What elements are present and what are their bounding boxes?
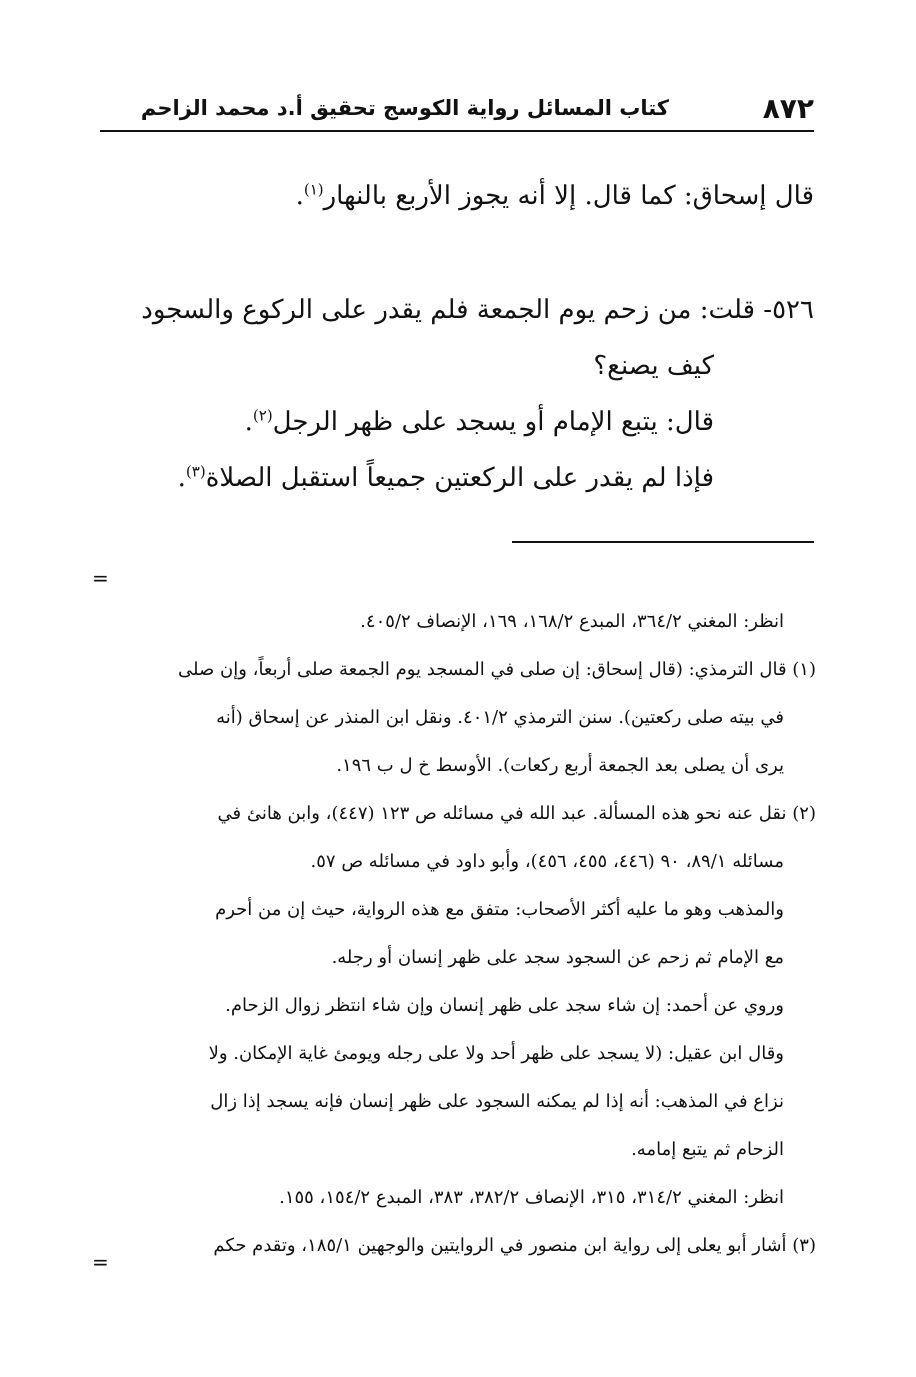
footnotes-section [100,598,816,1270]
issue-question-line1: ٥٢٦- قلت: من زحم يوم الجمعة فلم يقدر على الركوع والسجود [141,295,814,325]
page-number: ٨٧٢ [762,92,814,125]
opening-line-end: . [295,181,304,211]
footnote-line: (١) قال الترمذي: (قال إسحاق: إن صلى في المسجد يوم الجمعة صلى أربعاً، وإن صلى [178,659,816,680]
continuation-mark-bottom: = [92,1250,109,1274]
issue-question-line2: كيف يصنع؟ [593,351,714,381]
answer2-end: . [177,463,186,493]
footnote-separator [512,541,814,543]
footnote-ref-2: (٢) [252,406,273,425]
footnote-ref-3: (٣) [185,462,206,481]
footnote-line: الزحام ثم يتبع إمامه. [631,1139,784,1160]
footnote-ref-1: (١) [303,180,324,199]
footnote-line: مع الإمام ثم زحم عن السجود سجد على ظهر إنسان أو رجله. [331,947,784,968]
footnote-line: وقال ابن عقيل: (لا يسجد على ظهر أحد ولا على رجله ويومئ غاية الإمكان. ولا [208,1043,784,1064]
issue-answer-line1 [96,394,814,450]
page-header [100,90,814,132]
footnote-line: والمذهب وهو ما عليه أكثر الأصحاب: متفق مع هذه الرواية، حيث إن من أحرم [215,899,784,920]
issue-block [96,282,814,506]
answer1-end: . [244,407,253,437]
footnote-line: مسائله ٨٩/١، ٩٠ (٤٤٦، ٤٥٥، ٤٥٦)، وأبو داود في مسائله ص ٥٧. [310,851,784,872]
continuation-mark-top: = [92,566,109,590]
opening-line-text: قال إسحاق: كما قال. إلا أنه يجوز الأربع بالنهار [323,181,814,211]
footnote-line: (٢) نقل عنه نحو هذه المسألة. عبد الله في مسائله ص ١٢٣ (٤٤٧)، وابن هانئ في [217,803,816,824]
footnote-line: وروي عن أحمد: إن شاء سجد على ظهر إنسان وإن شاء انتظر زوال الزحام. [225,995,784,1016]
footnote-line: انظر: المغني ٣٦٤/٢، المبدع ١٦٨/٢، ١٦٩، الإنصاف ٤٠٥/٢. [360,611,784,632]
answer2-text: فإذا لم يقدر على الركعتين جميعاً استقبل الصلاة [205,463,714,493]
footnote-line: نزاع في المذهب: أنه إذا لم يمكنه السجود على ظهر إنسان فإنه يسجد إذا زال [210,1091,784,1112]
footnote-line: (٣) أشار أبو يعلى إلى رواية ابن منصور في الروايتين والوجهين ١٨٥/١، وتقدم حكم [213,1235,816,1256]
opening-line [96,168,814,224]
footnote-line: في بيته صلى ركعتين). سنن الترمذي ٤٠١/٢. ونقل ابن المنذر عن إسحاق (أنه [216,707,784,728]
footnote-line: انظر: المغني ٣١٤/٢، ٣١٥، الإنصاف ٣٨٢/٢، ٣٨٣، المبدع ١٥٤/٢، ١٥٥. [279,1187,784,1208]
footnote-line: يرى أن يصلى بعد الجمعة أربع ركعات). الأوسط خ ل ب ١٩٦. [336,755,784,776]
answer1-text: قال: يتبع الإمام أو يسجد على ظهر الرجل [272,407,714,437]
issue-answer-line2 [96,450,814,506]
running-title: كتاب المسائل رواية الكوسج تحقيق أ.د محمد الزاحم [140,96,669,120]
